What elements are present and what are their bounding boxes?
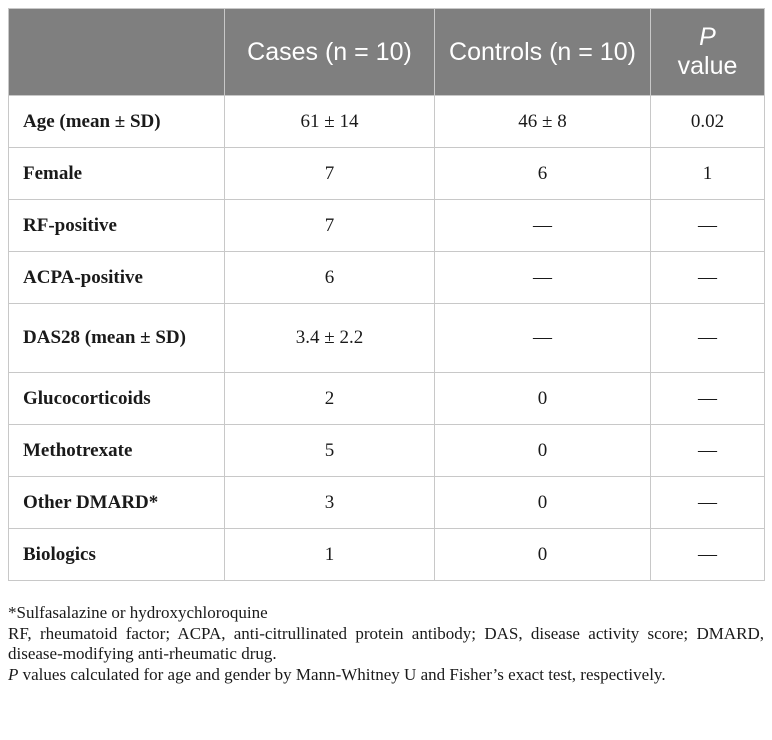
header-p-value bbox=[651, 9, 765, 96]
footnote-p-rest: values calculated for age and gender by Mann-Whitney U and Fisher’s exact test, respectively. bbox=[18, 664, 666, 684]
footnote-p-italic: P bbox=[8, 664, 19, 684]
table-footnotes bbox=[8, 603, 764, 685]
cell-cases: 61 ± 14 bbox=[225, 96, 435, 148]
table-row bbox=[9, 529, 765, 581]
header-p-italic: P bbox=[699, 23, 716, 51]
row-label: Female bbox=[9, 148, 225, 200]
cell-controls: 0 bbox=[435, 477, 651, 529]
cell-controls: 0 bbox=[435, 529, 651, 581]
table-header-row bbox=[9, 9, 765, 96]
row-label: Methotrexate bbox=[9, 425, 225, 477]
row-label: RF-positive bbox=[9, 200, 225, 252]
table-row bbox=[9, 373, 765, 425]
table-row bbox=[9, 304, 765, 373]
cell-p-value: — bbox=[651, 373, 765, 425]
footnote-asterisk: *Sulfasalazine or hydroxychloroquine bbox=[8, 603, 268, 622]
table-row bbox=[9, 425, 765, 477]
cell-controls: 0 bbox=[435, 425, 651, 477]
cell-controls: 0 bbox=[435, 373, 651, 425]
cell-cases: 2 bbox=[225, 373, 435, 425]
cell-cases: 3 bbox=[225, 477, 435, 529]
header-label bbox=[9, 9, 225, 96]
footnote-abbreviations: RF, rheumatoid factor; ACPA, anti-citrullinated protein antibody; DAS, disease activity score; DMARD, disease-modifying anti-rheumatic drug. bbox=[8, 623, 764, 663]
cell-p-value: — bbox=[651, 200, 765, 252]
cell-p-value: — bbox=[651, 477, 765, 529]
cell-cases: 6 bbox=[225, 252, 435, 304]
cell-controls: — bbox=[435, 252, 651, 304]
cell-controls: 46 ± 8 bbox=[435, 96, 651, 148]
table-row bbox=[9, 252, 765, 304]
row-label: Age (mean ± SD) bbox=[9, 96, 225, 148]
header-cases: Cases (n = 10) bbox=[225, 9, 435, 96]
characteristics-table-container bbox=[8, 8, 764, 581]
cell-p-value: 0.02 bbox=[651, 96, 765, 148]
cell-cases: 5 bbox=[225, 425, 435, 477]
cell-p-value: — bbox=[651, 252, 765, 304]
table-row bbox=[9, 96, 765, 148]
cell-p-value: 1 bbox=[651, 148, 765, 200]
cell-cases: 7 bbox=[225, 200, 435, 252]
cell-cases: 7 bbox=[225, 148, 435, 200]
footnote-p-values bbox=[8, 665, 764, 686]
cell-cases: 3.4 ± 2.2 bbox=[225, 304, 435, 373]
cell-p-value: — bbox=[651, 304, 765, 373]
row-label: Biologics bbox=[9, 529, 225, 581]
row-label: DAS28 (mean ± SD) bbox=[9, 304, 225, 373]
header-p-word: value bbox=[677, 52, 738, 80]
characteristics-table bbox=[8, 8, 765, 581]
row-label: ACPA-positive bbox=[9, 252, 225, 304]
table-row bbox=[9, 148, 765, 200]
row-label: Other DMARD* bbox=[9, 477, 225, 529]
cell-p-value: — bbox=[651, 425, 765, 477]
cell-controls: 6 bbox=[435, 148, 651, 200]
cell-controls: — bbox=[435, 200, 651, 252]
table-row bbox=[9, 200, 765, 252]
cell-controls: — bbox=[435, 304, 651, 373]
row-label: Glucocorticoids bbox=[9, 373, 225, 425]
header-controls: Controls (n = 10) bbox=[435, 9, 651, 96]
cell-cases: 1 bbox=[225, 529, 435, 581]
cell-p-value: — bbox=[651, 529, 765, 581]
table-row bbox=[9, 477, 765, 529]
